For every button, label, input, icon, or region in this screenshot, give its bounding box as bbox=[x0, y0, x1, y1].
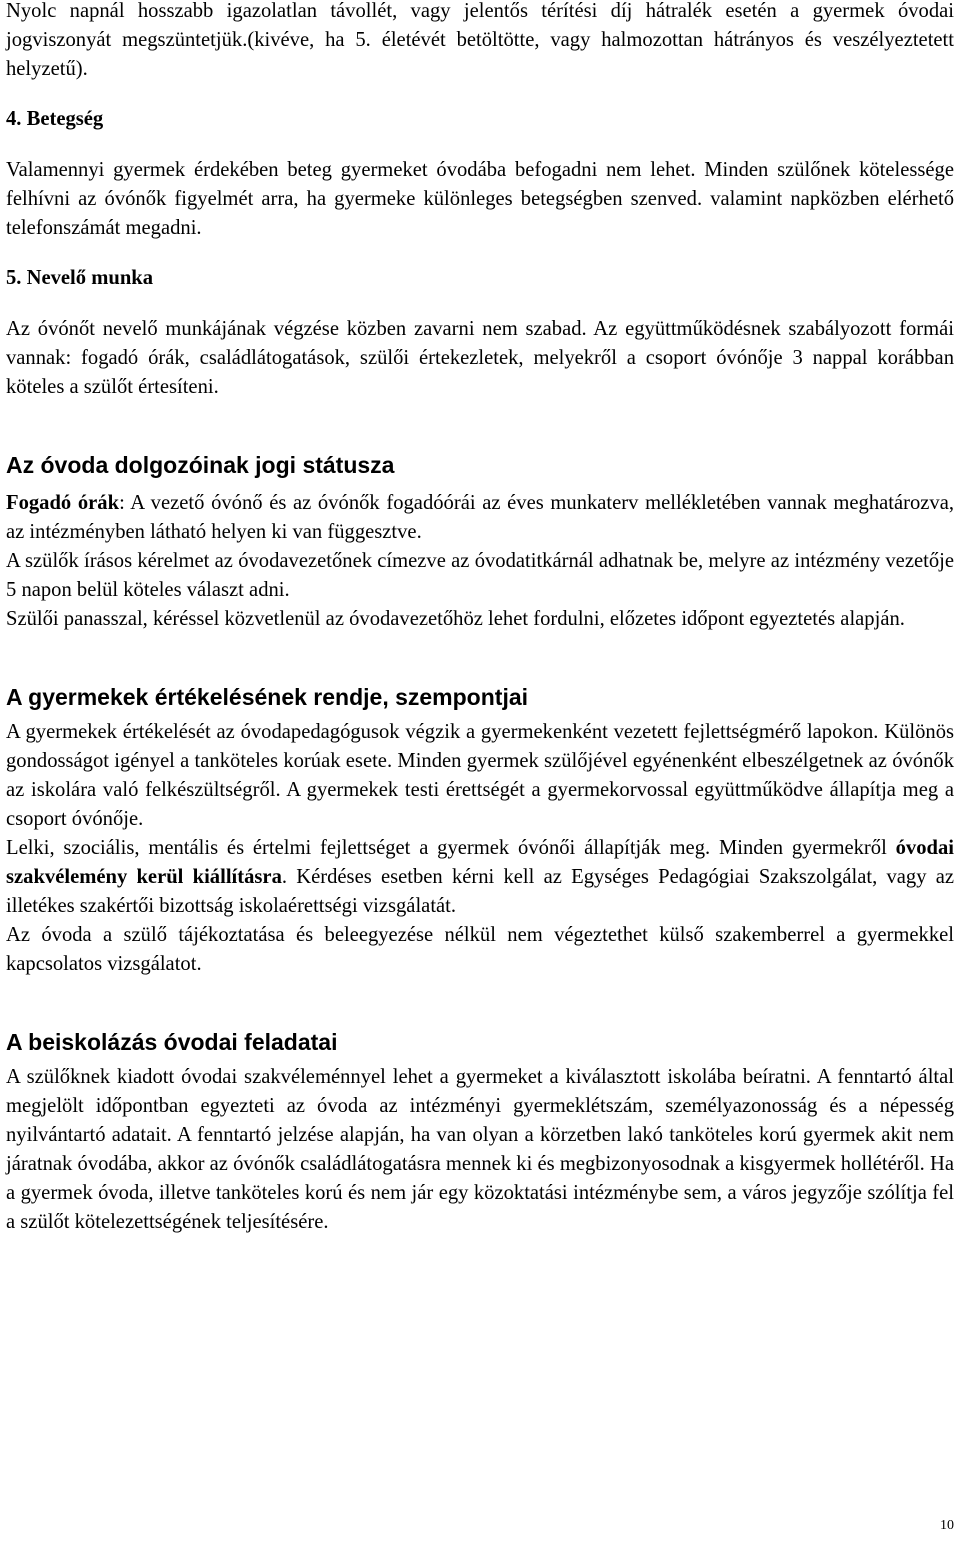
evaluation-paragraph-3: Az óvoda a szülő tájékoztatása és beleegyezése nélkül nem végeztethet külső szakemberrel a gyermekkel kapcsolatos vizsgálatot. bbox=[6, 924, 954, 975]
intro-paragraph: Nyolc napnál hosszabb igazolatlan távollét, vagy jelentős térítési díj hátralék esetén a gyermek óvodai jogviszonyát megszüntetjük.(kivéve, ha 5. életévét betöltötte, vagy halmozottan hátrányos és veszélyeztetett helyzetű). bbox=[6, 0, 954, 80]
office-hours-text: : A vezető óvónő és az óvónők fogadóórái az éves munkaterv mellékletében vannak meghatározva, az intézményben látható helyen ki van függesztve. bbox=[6, 492, 954, 543]
heading-staff-legal-status: Az óvoda dolgozóinak jogi státusza bbox=[6, 452, 395, 478]
office-hours-paragraph bbox=[6, 489, 954, 547]
illness-paragraph: Valamennyi gyermek érdekében beteg gyermeket óvodába befogadni nem lehet. Minden szülőnek kötelessége felhívni az óvónők figyelmét arra, ha gyermeke különleges betegségben szenved. valamint napközben elérhető telefonszámát megadni. bbox=[6, 159, 954, 239]
section-heading-educational-work: 5. Nevelő munka bbox=[6, 267, 154, 289]
heading-child-evaluation: A gyermekek értékelésének rendje, szempontjai bbox=[6, 684, 529, 710]
evaluation-p2-start: Lelki, szociális, mentális és értelmi fejlettséget a gyermek óvónői állapítják meg. Minden gyermekről bbox=[6, 837, 896, 859]
evaluation-paragraph-2 bbox=[6, 834, 954, 921]
heading-school-enrollment: A beiskolázás óvodai feladatai bbox=[6, 1029, 338, 1055]
page-number: 10 bbox=[940, 1518, 954, 1533]
document-page bbox=[6, 0, 954, 1237]
section-heading-illness: 4. Betegség bbox=[6, 108, 104, 130]
expert-opinion-emphasis: óvodai szakvélemény kerül kiállításra bbox=[6, 837, 954, 888]
enrollment-paragraph: A szülőknek kiadott óvodai szakvéleménnyel lehet a gyermeket a kiválasztott iskolába beíratni. A fenntartó által megjelölt időpontban egyezteti az óvoda az intézményi gyermeklétszám, személyazonosság és a népesség nyilvántartó adatait. A fenntartó jelzése alapján, ha van olyan a körzetben lakó tanköteles korú gyermek akit nem járatnak óvodába, akkor az óvónők családlátogatásra mennek ki és megbizonyosodnak a kisgyermek hollétéről. Ha a gyermek óvoda, illetve tanköteles korú és nem jár egy közoktatási intézménybe sem, a város jegyzője szólítja fel a szülőt kötelezettségének teljesítésére. bbox=[6, 1066, 954, 1233]
complaint-paragraph: Szülői panasszal, kéréssel közvetlenül az óvodavezetőhöz lehet fordulni, előzetes időpont egyeztetés alapján. bbox=[6, 608, 905, 630]
evaluation-paragraph-1: A gyermekek értékelését az óvodapedagógusok végzik a gyermekenként vezetett fejlettségmérő lapokon. Különös gondosságot igényel a tanköteles korúak esete. Minden gyermek szülőjével egyénenként elbeszélgetnek az óvónők az iskolára való felkészültségről. A gyermekek testi érettségét a gyermekorvossal együttműködve állapítja meg a csoport óvónője. bbox=[6, 721, 954, 830]
educational-work-paragraph: Az óvónőt nevelő munkájának végzése közben zavarni nem szabad. Az együttműködésnek szabályozott formái vannak: fogadó órák, családlátogatások, szülői értekezletek, melyekről a csoport óvónője 3 nappal korábban köteles a szülőt értesíteni. bbox=[6, 318, 954, 398]
written-request-paragraph: A szülők írásos kérelmet az óvodavezetőnek címezve az óvodatitkárnál adhatnak be, melyre az intézmény vezetője 5 napon belül köteles választ adni. bbox=[6, 550, 954, 601]
office-hours-label: Fogadó órák bbox=[6, 492, 120, 514]
evaluation-p2-end: . Kérdéses esetben kérni kell az Egységes Pedagógiai Szakszolgálat, vagy az illetékes szakértői bizottság iskolaérettségi vizsgálatát. bbox=[6, 866, 955, 917]
